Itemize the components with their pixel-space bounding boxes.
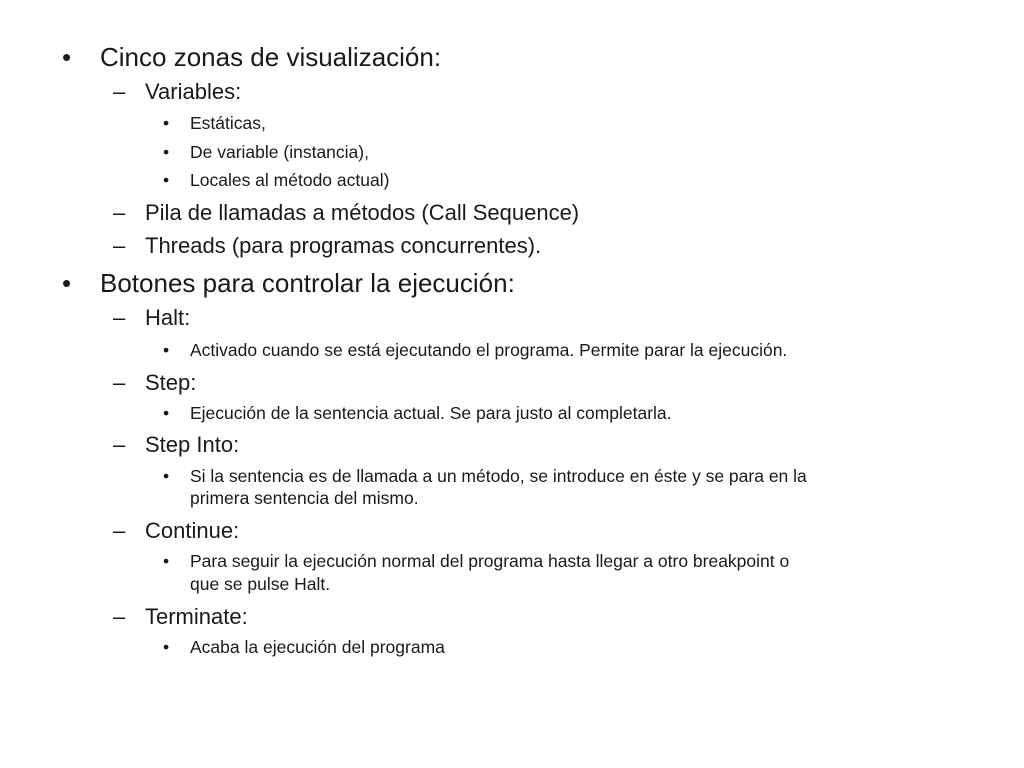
- bullet-text: Continue:: [145, 518, 240, 543]
- bullet-text: Cinco zonas de visualización:: [100, 42, 442, 72]
- bullet-marker: •: [163, 142, 170, 162]
- bullet-text: Ejecución de la sentencia actual. Se para justo al completarla.: [190, 403, 672, 423]
- bullet-text: que se pulse Halt.: [190, 574, 331, 594]
- bullet-marker: •: [163, 551, 170, 571]
- bullet-text: Estáticas,: [190, 113, 266, 133]
- dash-marker: –: [113, 432, 126, 457]
- bullet-text: Step:: [145, 370, 197, 395]
- bullet-text: Locales al método actual): [190, 170, 390, 190]
- bullet-marker: •: [163, 637, 170, 657]
- bullet-text: Halt:: [145, 305, 191, 330]
- bullet-marker: •: [163, 340, 170, 360]
- dash-marker: –: [113, 79, 126, 104]
- bullet-text: Terminate:: [145, 604, 248, 629]
- bullet-text: Variables:: [145, 79, 242, 104]
- bullet-text: primera sentencia del mismo.: [190, 488, 419, 508]
- bullet-marker: •: [62, 268, 72, 298]
- bullet-text: Si la sentencia es de llamada a un método, se introduce en éste y se para en la: [190, 466, 807, 486]
- bullet-text: Acaba la ejecución del programa: [190, 637, 445, 657]
- bullet-text: Para seguir la ejecución normal del programa hasta llegar a otro breakpoint o: [190, 551, 790, 571]
- bullet-text: Botones para controlar la ejecución:: [100, 268, 515, 298]
- dash-marker: –: [113, 233, 126, 258]
- bullet-marker: •: [62, 42, 72, 72]
- dash-marker: –: [113, 305, 126, 330]
- bullet-text: Pila de llamadas a métodos (Call Sequence): [145, 200, 580, 225]
- dash-marker: –: [113, 604, 126, 629]
- dash-marker: –: [113, 518, 126, 543]
- bullet-marker: •: [163, 466, 170, 486]
- bullet-text: De variable (instancia),: [190, 142, 369, 162]
- dash-marker: –: [113, 370, 126, 395]
- bullet-text: Threads (para programas concurrentes).: [145, 233, 542, 258]
- bullet-marker: •: [163, 170, 170, 190]
- bullet-text: Step Into:: [145, 432, 240, 457]
- dash-marker: –: [113, 200, 126, 225]
- bullet-text: Activado cuando se está ejecutando el programa. Permite parar la ejecución.: [190, 340, 788, 360]
- bullet-marker: •: [163, 403, 170, 423]
- bullet-marker: •: [163, 113, 170, 133]
